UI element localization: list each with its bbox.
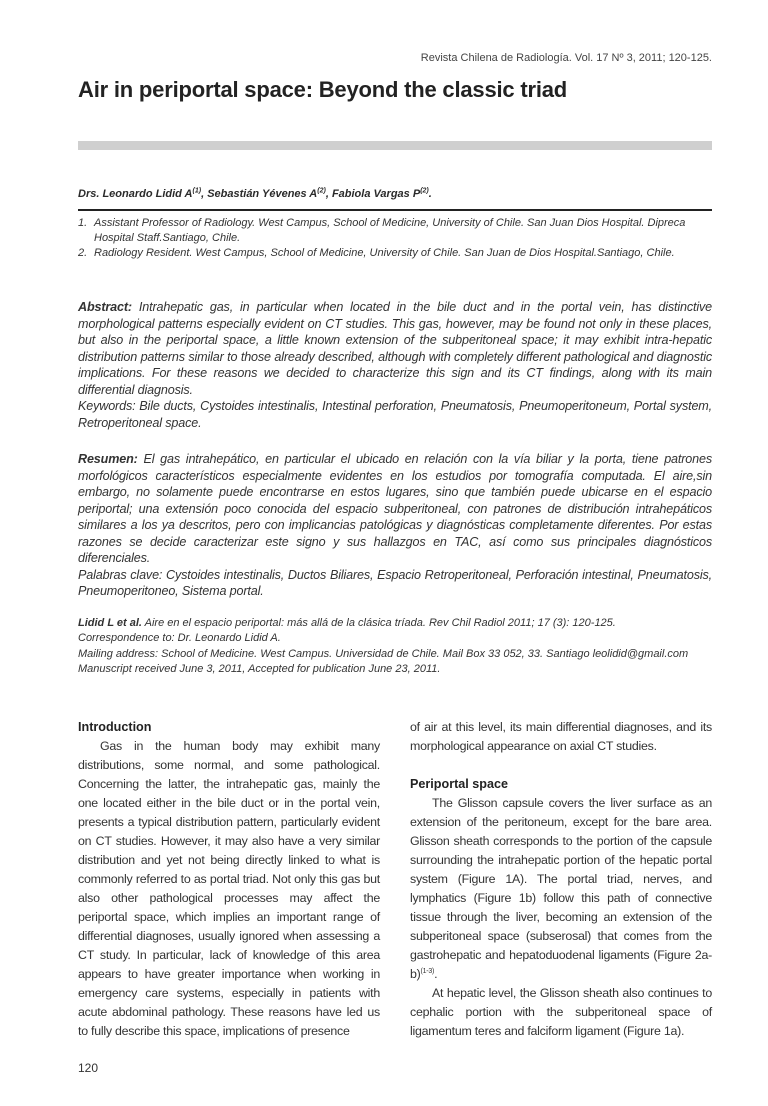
keywords: Keywords: Bile ducts, Cystoides intestinalis, Intestinal perforation, Pneumatosis, Pneumoperitoneum, Portal system, Retroperitoneal space.	[78, 399, 712, 430]
author: Drs. Leonardo Lidid A	[78, 188, 193, 200]
resumen-label: Resumen:	[78, 452, 138, 466]
affiliation-text: Assistant Professor of Radiology. West Campus, School of Medicine, University of Chile. San Juan Dios Hospital. Dipreca Hospital Staff.Santiago, Chile.	[94, 217, 686, 244]
author-rule	[78, 209, 712, 211]
title-divider-bar	[78, 141, 712, 150]
author-affiliation-mark: (1)	[192, 187, 202, 195]
periportal-heading: Periportal space	[410, 776, 508, 791]
author: Sebastián Yévenes A	[207, 188, 318, 200]
author-list	[78, 187, 712, 201]
palabras-clave: Palabras clave: Cystoides intestinalis, Ductos Biliares, Espacio Retroperitoneal, Perforación intestinal, Pneumatosis, Pneumoperitoneo, Sistema portal.	[78, 567, 712, 598]
reference-mark: (1-3)	[420, 967, 435, 975]
right-column	[410, 718, 712, 1041]
periportal-paragraph-1	[410, 794, 712, 984]
separator: ,	[325, 188, 332, 200]
affiliation-text: Radiology Resident. West Campus, School of Medicine, University of Chile. San Juan de Dios Hospital.Santiago, Chile.	[94, 247, 675, 259]
affiliation-number: 1.	[78, 217, 88, 229]
abstract-text: Intrahepatic gas, in particular when located in the bile duct and in the portal vein, has distinctive morphological patterns especially evident on CT studies. This gas, however, may be found not only in these places, but also in the periportal space, a little known extension of the subperitoneal space; it may exhibit intra-hepatic distribution patterns similar to those already described, although with completely different pathological and diagnostic implications. For these reasons we decided to characterize this sign and its CT findings, along with its main differential diagnosis.	[78, 300, 712, 397]
author: Fabiola Vargas P	[331, 188, 421, 200]
author-affiliation-mark: (2)	[420, 187, 429, 195]
citation-block	[78, 616, 712, 678]
introduction-continued: of air at this level, its main differential diagnoses, and its morphological appearance on axial CT studies.	[410, 719, 712, 753]
affiliation-number: 2.	[78, 247, 88, 259]
resumen-text: El gas intrahepático, en particular el ubicado en relación con la vía biliar y la porta, tiene patrones morfológicos característicos especialmente evidentes en los estudios por tomografía computada. El aire,sin embargo, no solamente puede encontrarse en estos lugares, sino que también puede ubicarse en el espacio periportal; una extensión poco conocida del espacio subperitoneal, con patrones de distribución intrahepáticos similares a los ya descritos, pero con implicancias patológicas y diagnósticas completamente diferentes. Por estas razones se decide caracterizar este signo y sus hallazgos en TAC, así como sus principales diagnósticos diferenciales.	[78, 452, 712, 565]
body-columns	[78, 718, 712, 1041]
article-title: Air in periportal space: Beyond the classic triad	[78, 77, 568, 102]
introduction-paragraph: Gas in the human body may exhibit many distributions, some normal, and some pathological. Concerning the latter, the intrahepatic gas, mainly the one located either in the bile duct or in the portal vein, presents a typical distribution pattern, particularly evident on CT studies. However, it may also have a very similar distribution and yet not being directly linked to what is commonly referred to as portal triad. Not only this gas but also other pathological processes may affect the periportal space, which implies an important range of differential diagnoses, usually ignored when assessing a CT study. In particular, lack of knowledge of this area appears to have greater importance when working in emergency care systems, especially in patients with acute abdominal pathology. These reasons have led us to fully describe this space, implications of presence	[78, 738, 380, 1038]
abstract-label: Abstract:	[78, 300, 132, 314]
separator: .	[428, 188, 432, 200]
paragraph-text: The Glisson capsule covers the liver surface as an extension of the peritoneum, except for the bare area. Glisson sheath corresponds to the portion of the capsule surrounding the intrahepatic portion of the hepatic portal system (Figure 1A). The portal triad, nerves, and lymphatics (Figure 1b) follow this path of connective tissue through the liver, becoming an extension of the subperitoneal space (subserosal) that comes from the gastrohepatic and hepatoduodenal ligaments (Figure 2a-b)	[410, 795, 712, 981]
correspondence: Correspondence to: Dr. Leonardo Lidid A.	[78, 632, 281, 644]
periportal-paragraph-2: At hepatic level, the Glisson sheath also continues to cephalic portion with the subperitoneal space of ligamentum teres and falciform ligament (Figure 1a).	[410, 985, 712, 1038]
abstract	[78, 299, 712, 431]
paragraph-end: .	[434, 966, 438, 981]
left-column	[78, 718, 380, 1041]
affiliation	[78, 216, 712, 246]
citation-text: Aire en el espacio periportal: más allá de la clásica tríada. Rev Chil Radiol 2011; 17 (3): 120-125.	[141, 616, 616, 629]
manuscript-dates: Manuscript received June 3, 2011, Accepted for publication June 23, 2011.	[78, 663, 441, 675]
citation-label: Lidid L et al.	[78, 616, 142, 629]
affiliations	[78, 216, 712, 261]
author-affiliation-mark: (2)	[317, 187, 326, 195]
introduction-heading: Introduction	[78, 719, 152, 734]
mailing-address: Mailing address: School of Medicine. West Campus. Universidad de Chile. Mail Box 33 052, 33. Santiago leolidid@gmail.com	[78, 647, 689, 660]
journal-reference: Revista Chilena de Radiología. Vol. 17 Nº 3, 2011; 120-125.	[420, 52, 712, 64]
separator: ,	[201, 188, 208, 200]
affiliation	[78, 246, 712, 261]
resumen	[78, 451, 712, 600]
page-number: 120	[78, 1060, 99, 1075]
